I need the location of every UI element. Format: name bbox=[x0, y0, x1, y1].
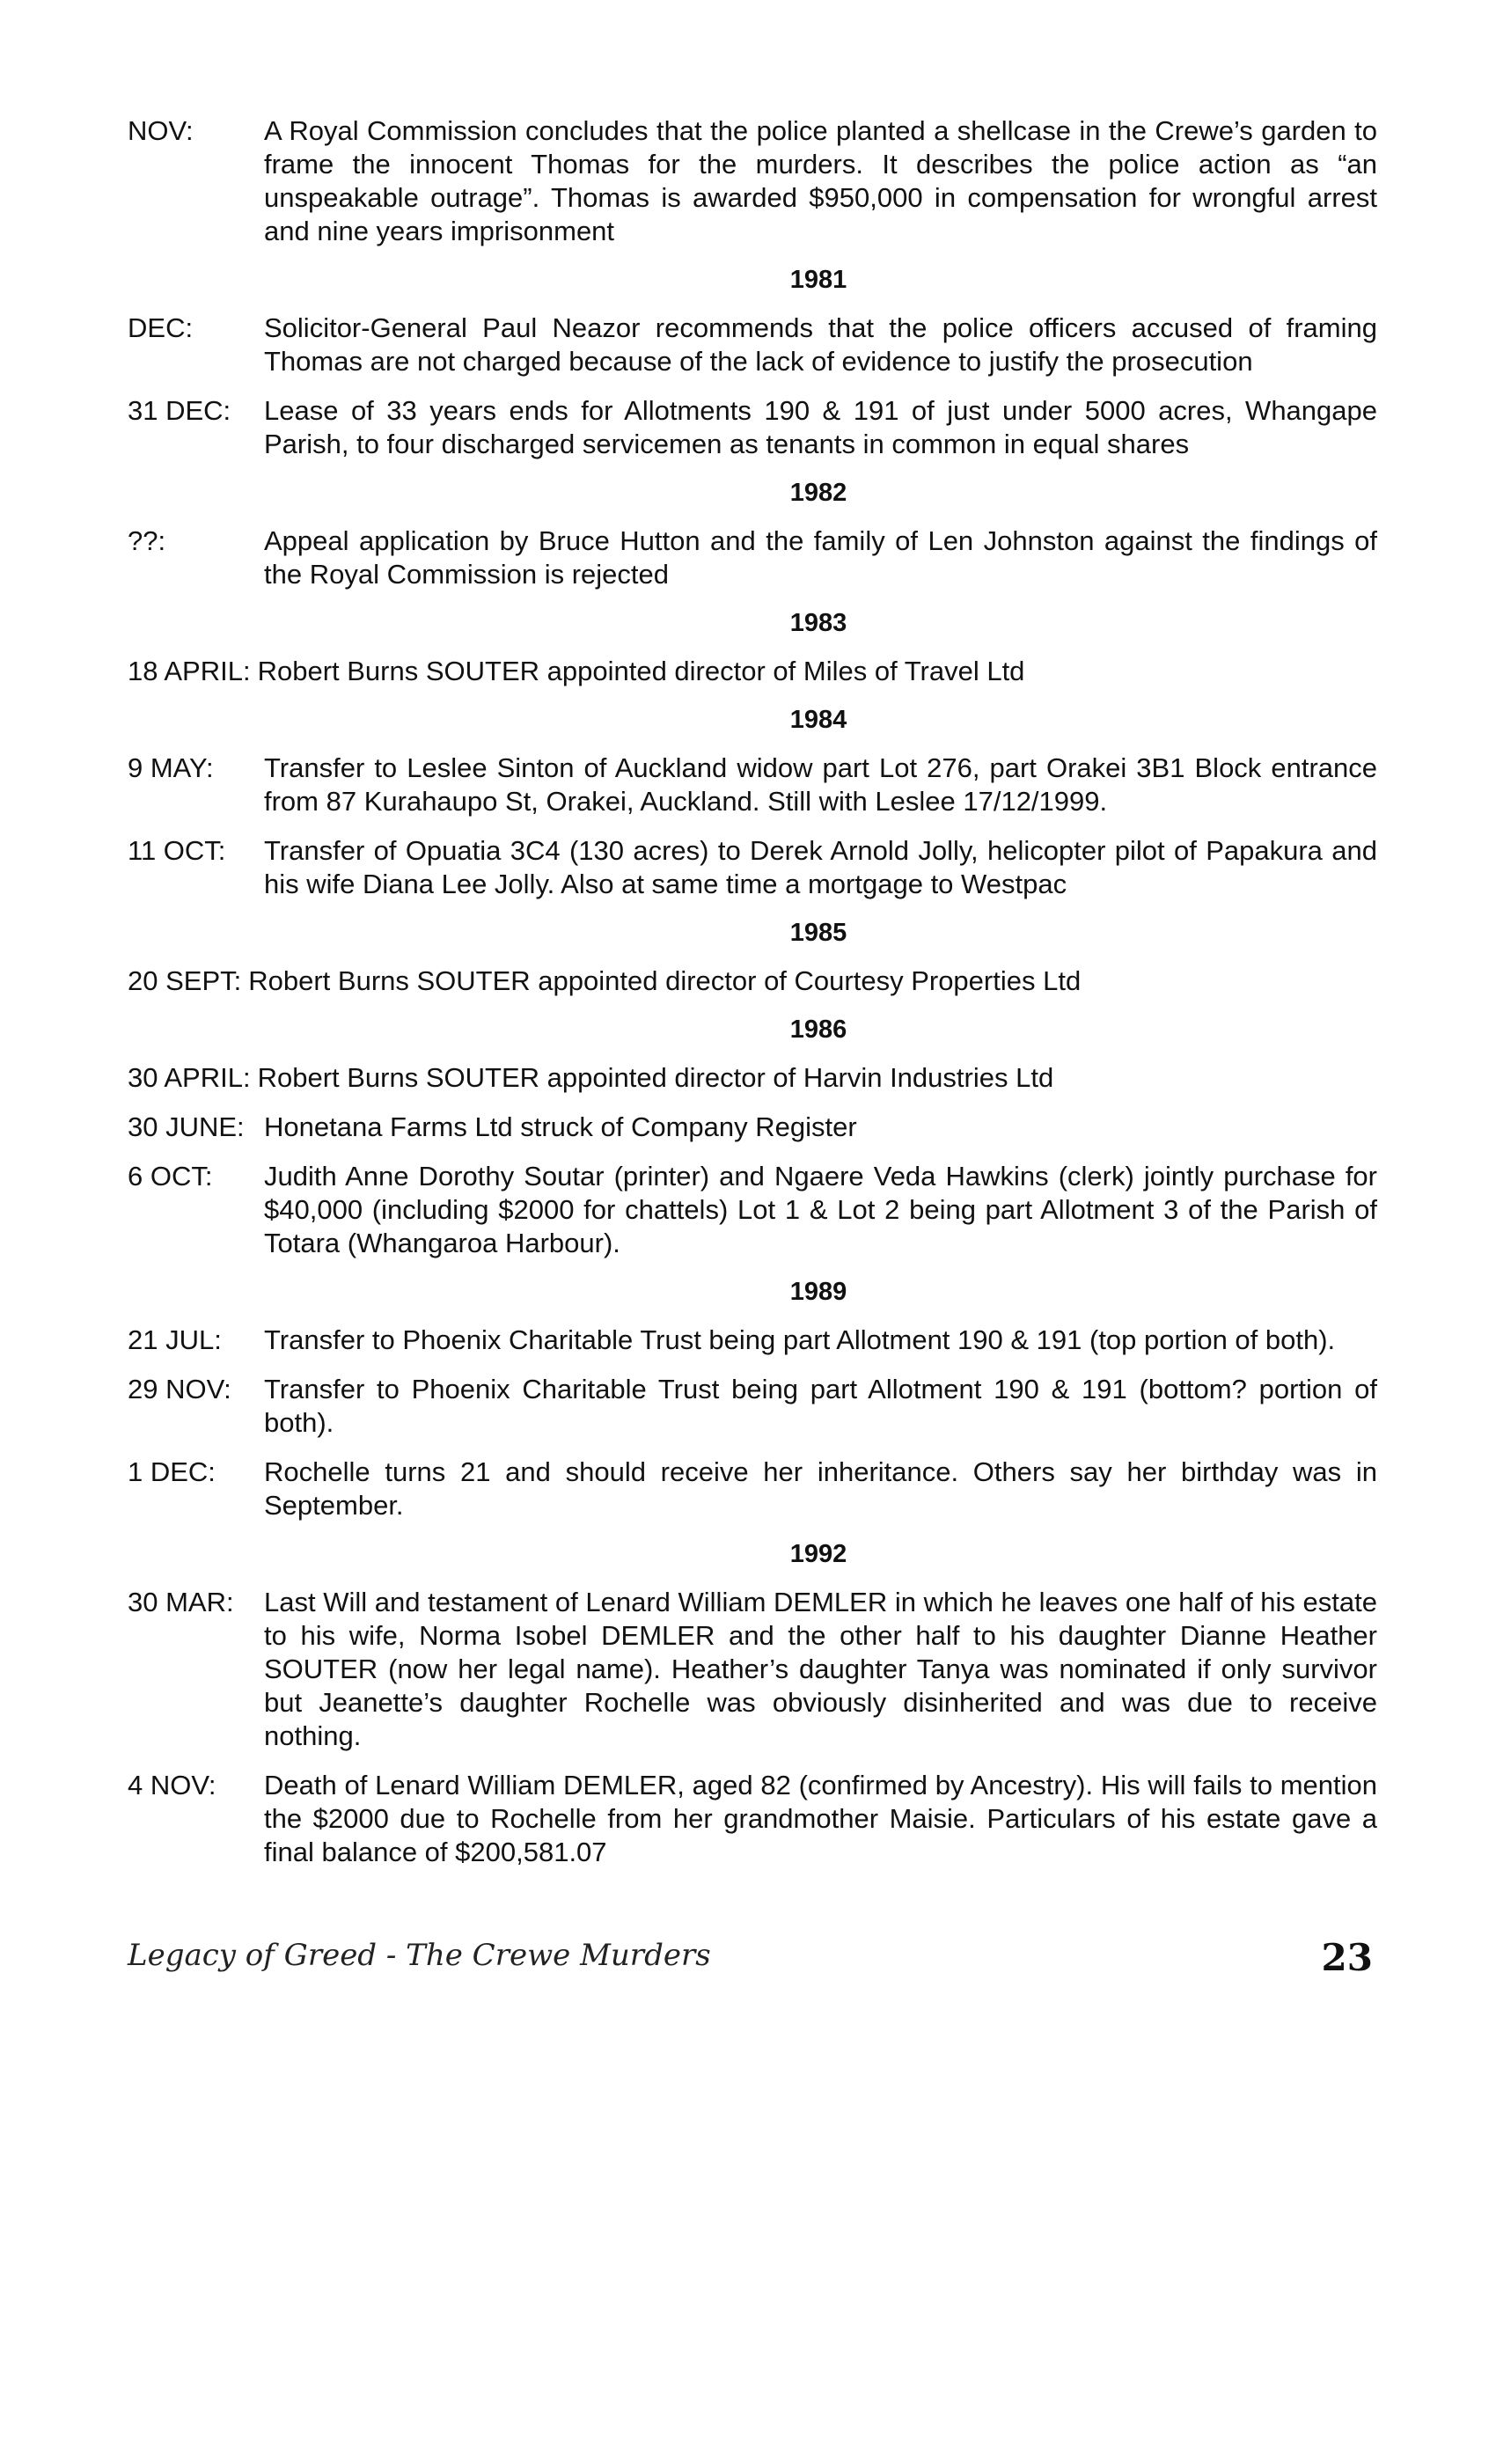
entry-text: Death of Lenard William DEMLER, aged 82 (confirmed by Ancestry). His will fails to mention the $2000 due to Rochelle from her grandmother Maisie. Particulars of his estate gave a final balance of $200,581.07 bbox=[264, 1770, 1377, 1867]
entry-text: Transfer to Phoenix Charitable Trust being part Allotment 190 & 191 (top portion of both). bbox=[264, 1324, 1336, 1355]
entry-date: 6 OCT: bbox=[128, 1161, 213, 1192]
entry-text: Lease of 33 years ends for Allotments 190 & 191 of just under 5000 acres, Whangape Parish, to four discharged servicemen as tenants in common in equal shares bbox=[264, 395, 1377, 459]
entry-date: 20 SEPT: bbox=[128, 965, 242, 996]
entry-date: 30 MAR: bbox=[128, 1587, 234, 1617]
entry-text: A Royal Commission concludes that the police planted a shellcase in the Crewe’s garden to frame the innocent Thomas for the murders. It describes the police action as “an unspeakable outrage”. Thomas is awarded $950,000 in compensation for wrongful arrest and nine years imprisonment bbox=[264, 115, 1377, 246]
year-heading: 1982 bbox=[789, 479, 847, 507]
entry-text: Solicitor-General Paul Neazor recommends that the police officers accused of framing Thomas are not charged because of the lack of evidence to justify the prosecution bbox=[264, 312, 1377, 377]
entry-text: Judith Anne Dorothy Soutar (printer) and Ngaere Veda Hawkins (clerk) jointly purchase for $40,000 (including $2000 for chattels) Lot 1 & Lot 2 being part Allotment 3 of the Parish of Totara (Whangaroa Harbour). bbox=[264, 1161, 1377, 1258]
page-footer bbox=[128, 1936, 1373, 1989]
entry-date: 29 NOV: bbox=[128, 1374, 231, 1404]
chronology-entry bbox=[128, 834, 1377, 901]
chronology-entry bbox=[128, 1160, 1377, 1260]
year-heading: 1989 bbox=[789, 1278, 847, 1306]
entry-date: 30 APRIL: bbox=[128, 1062, 251, 1093]
entry-text: Robert Burns SOUTER appointed director of Harvin Industries Ltd bbox=[257, 1062, 1054, 1093]
entry-date: NOV: bbox=[128, 115, 194, 146]
year-heading: 1986 bbox=[789, 1016, 847, 1044]
chronology-entry bbox=[128, 524, 1377, 591]
chronology-entry bbox=[128, 752, 1377, 818]
page-number: 23 bbox=[1321, 1936, 1373, 1979]
chronology-entry bbox=[128, 312, 1377, 378]
entry-text: Honetana Farms Ltd struck of Company Register bbox=[264, 1111, 857, 1142]
chronology-entry bbox=[128, 1061, 1377, 1095]
year-heading: 1992 bbox=[789, 1540, 847, 1568]
chronology-entry bbox=[128, 394, 1377, 461]
entry-date: DEC: bbox=[128, 312, 194, 343]
entry-text: Transfer of Opuatia 3C4 (130 acres) to Derek Arnold Jolly, helicopter pilot of Papakura and his wife Diana Lee Jolly. Also at same time a mortgage to Westpac bbox=[264, 835, 1377, 899]
year-heading: 1985 bbox=[789, 919, 847, 947]
chronology-entry bbox=[128, 655, 1377, 688]
chronology-entry bbox=[128, 1456, 1377, 1522]
entry-text: Robert Burns SOUTER appointed director of Courtesy Properties Ltd bbox=[248, 965, 1082, 996]
entry-date: 21 JUL: bbox=[128, 1324, 222, 1355]
entry-date: 30 JUNE: bbox=[128, 1111, 245, 1142]
entry-text: Transfer to Leslee Sinton of Auckland widow part Lot 276, part Orakei 3B1 Block entrance from 87 Kurahaupo St, Orakei, Auckland. Still with Leslee 17/12/1999. bbox=[264, 752, 1377, 817]
chronology-entry bbox=[128, 1769, 1377, 1869]
book-title: Legacy of Greed - The Crewe Murders bbox=[128, 1938, 711, 1973]
chronology-entry bbox=[128, 114, 1377, 248]
chronology-entry bbox=[128, 964, 1377, 998]
entry-text: Appeal application by Bruce Hutton and the family of Len Johnston against the findings of the Royal Commission is rejected bbox=[264, 525, 1377, 590]
entry-date: 1 DEC: bbox=[128, 1456, 216, 1487]
entry-date: 9 MAY: bbox=[128, 752, 214, 783]
year-heading: 1981 bbox=[789, 266, 847, 294]
entry-date: ??: bbox=[128, 525, 166, 556]
chronology-entry bbox=[128, 1324, 1377, 1357]
chronology-entry bbox=[128, 1586, 1377, 1753]
entry-text: Last Will and testament of Lenard William DEMLER in which he leaves one half of his estate to his wife, Norma Isobel DEMLER and the other half to his daughter Dianne Heather SOUTER (now her legal name). Heather’s daughter Tanya was nominated if only survivor but Jeanette’s daughter Rochelle was obviously disinherited and was due to receive nothing. bbox=[264, 1587, 1377, 1751]
page-body bbox=[128, 114, 1377, 1885]
year-heading: 1984 bbox=[789, 706, 847, 734]
chronology-entry bbox=[128, 1111, 1377, 1144]
entry-text: Rochelle turns 21 and should receive her inheritance. Others say her birthday was in September. bbox=[264, 1456, 1377, 1521]
entry-date: 31 DEC: bbox=[128, 395, 231, 426]
entry-text: Transfer to Phoenix Charitable Trust being part Allotment 190 & 191 (bottom? portion of both). bbox=[264, 1374, 1377, 1438]
entry-text: Robert Burns SOUTER appointed director of Miles of Travel Ltd bbox=[257, 656, 1025, 686]
chronology-entry bbox=[128, 1373, 1377, 1440]
year-heading: 1983 bbox=[789, 609, 847, 637]
entry-date: 4 NOV: bbox=[128, 1770, 216, 1800]
entry-date: 18 APRIL: bbox=[128, 656, 251, 686]
entry-date: 11 OCT: bbox=[128, 835, 226, 866]
